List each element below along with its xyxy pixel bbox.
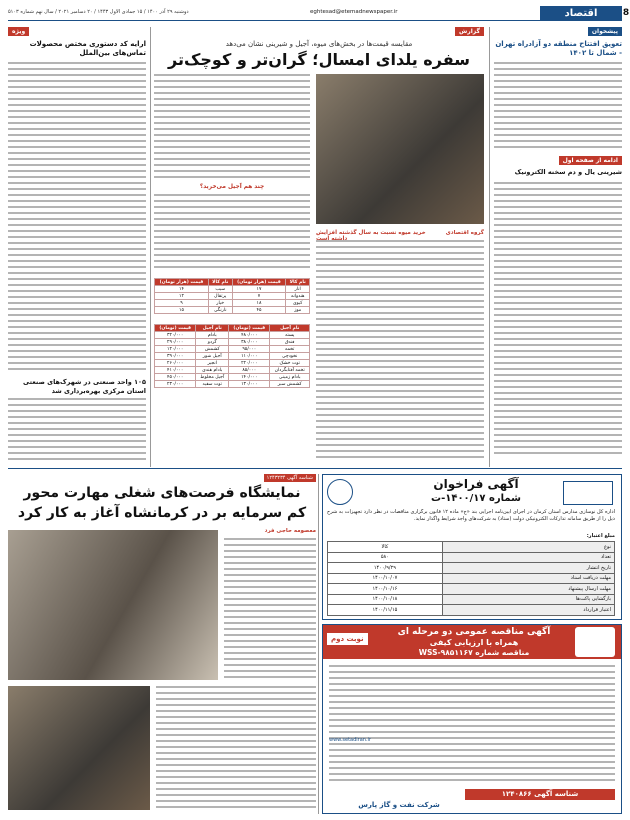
date-line: دوشنبه ۲۹ آذر ۱۴۰۰ / ۱۵ جمادی الاول ۱۴۴۳ / ۲۰ دسامبر ۲۰۲۱ / سال نهم شماره ۵۱۰۳	[8, 9, 189, 15]
main-kicker: مقایسه قیمت‌ها در بخش‌های میوه، آجیل و شیرینی نشان می‌دهد	[225, 40, 413, 48]
exhibition-story	[8, 474, 316, 814]
right-story1-body	[494, 62, 622, 152]
right-story1-title: تعویق افتتاح منطقه دو آزادراه تهران - شمال تا ۱۴۰۲	[495, 40, 622, 57]
exhibition-body-2	[156, 686, 316, 810]
emblem-icon	[327, 479, 353, 505]
gas-ad-footer-code: شناسه آگهی ۱۲۴۰۸۶۶	[465, 789, 615, 800]
company-logo-icon	[575, 627, 615, 657]
main-subhead1: خرید میوه نسبت به سال گذشته افزایش داشته است	[316, 230, 426, 242]
tender-amount-label: مبلغ اعتبار:	[586, 533, 615, 539]
exhibition-photo-2	[8, 686, 150, 810]
exhibition-shortcode: شناسه آگهی ۱۲۴۳۲۳۴	[264, 474, 316, 482]
section-email: eghtesad@etemadnewspaper.ir	[310, 9, 398, 15]
bottom-divider	[318, 474, 319, 814]
main-subhead2: چند هم آجیل می‌خرید؟	[199, 184, 265, 190]
main-byline: گروه اقتصادی	[445, 230, 484, 236]
page-number: 8	[622, 8, 630, 18]
tag-news: پیشخوان	[588, 27, 622, 36]
tag-window: ویژه	[8, 27, 29, 36]
gas-ad-website[interactable]: www.setadiran.ir	[329, 737, 371, 743]
column-divider-left	[150, 27, 151, 467]
left-story2-title: ۱۰۵ واحد صنعتی در شهرک‌های صنعتی استان مرکزی بهره‌برداری شد	[23, 378, 146, 395]
main-headline: سفره یلدای امسال؛ گران‌تر و کوچک‌تر	[168, 50, 470, 69]
left-story2-body	[8, 398, 146, 460]
mid-rule	[8, 468, 622, 469]
main-body-col3	[154, 194, 310, 272]
right-story2-body	[494, 182, 622, 457]
nuts-price-table: نام آجیل قیمت (تومان) نام آجیل قیمت (تومان) پسته ۴۸۰/۰۰۰ بادام ۳۲۰/۰۰۰ فندق ۳۸۰/۰۰۰ گردو ۲۹۰/۰۰۰ تخمه ۹۵/۰۰۰ کشمش ۱۲۰/۰۰۰ نخودچی ۱۱۰/۰۰۰ آجیل شور ۳۹۰/۰۰۰ توت خشک ۲۲۰/۰۰۰ انجیر ۲۶۰/۰۰۰ تخمه آفتابگردان ۸۵/۰۰۰ بادام هندی ۴۱۰/۰۰۰ بادام زمینی ۱۴۰/۰۰۰ آجیل مخلوط ۴۵۰/۰۰۰ کشمش سبز ۱۳۰/۰۰۰ توت سفید ۲۳۰/۰۰۰	[154, 324, 310, 388]
market-photo	[316, 74, 484, 224]
left-story1-title: ارایه کد دستوری مختص محصولات تماس‌های بین‌الملل	[29, 40, 146, 57]
tender-title: آگهی فراخوان	[433, 477, 519, 491]
tag-provincial: ادامه از صفحه اول	[559, 156, 622, 165]
tender-ad	[322, 474, 622, 620]
exhibition-headline-2: کم سرمایه بر در کرمانشاه آغاز به کار کرد	[17, 505, 307, 521]
tender-intro: اداره کل نوسازی مدارس استان کرمان در اجرای آیین‌نامه اجرایی بند «ج» ماده ۱۲ قانون برگزاری مناقصات در نظر دارد تجهیزات به شرح ذیل را از طریق سامانه تدارکات الکترونیکی دولت (ستاد) به شرکت‌های واجد شرایط واگذار نماید.	[327, 509, 615, 522]
fruit-price-table: نام کالا قیمت (هزار تومان) نام کالا قیمت (هزار تومان) انار ۱۷ سیب ۱۴ هندوانه ۷ پرتقال ۱۲ کیوی ۱۸ خیار ۹ موز ۴۵ نارنگی ۱۵	[154, 278, 310, 314]
gas-ad-title: آگهی مناقصه عمومی دو مرحله ای	[397, 627, 551, 637]
exhibition-headline-1: نمایشگاه فرصت‌های شغلی مهارت محور	[23, 485, 301, 501]
exhibition-photo-1	[8, 530, 218, 680]
main-body-col2	[154, 74, 310, 182]
column-divider	[489, 27, 490, 467]
section-label: اقتصاد	[540, 6, 622, 21]
gas-ad-subtitle: همراه با ارزیابی کیفی	[429, 638, 519, 647]
gas-ad-body	[329, 665, 615, 783]
gas-ad-company: شرکت نفت و گاز پارس	[358, 801, 440, 809]
tender-table: نوع کالا تعداد ۵۸۰ تاریخ انتشار ۱۴۰۰/۹/۲۹ مهلت دریافت اسناد ۱۴۰۰/۱۰/۰۷ مهلت ارسال پیشنهاد ۱۴۰۰/۱۰/۱۶ بازگشایی پاکت‌ها ۱۴۰۰/۱۰/۱۸ اعتبار قرارداد ۱۴۰۰/۱۱/۱۵	[327, 541, 615, 616]
exhibition-body-1	[224, 538, 316, 678]
left-story1-body	[8, 62, 146, 372]
gas-ad-number: مناقصه شماره ۹۸۵۱۱۶۷-WSS	[418, 648, 530, 657]
exhibition-byline: معصومه حاجی فرد	[264, 528, 316, 534]
tag-report: گزارش	[455, 27, 484, 36]
organization-logo-icon	[563, 481, 613, 505]
gas-ad-badge: نوبت دوم	[327, 633, 368, 645]
main-body-col1	[316, 240, 484, 460]
gas-tender-ad	[322, 624, 622, 814]
tender-number: شماره ۱۴۰۰/۱۷-ت	[431, 493, 521, 504]
right-story2-title: شیرینی یال و دم سخنه الکترونیک	[514, 168, 622, 176]
